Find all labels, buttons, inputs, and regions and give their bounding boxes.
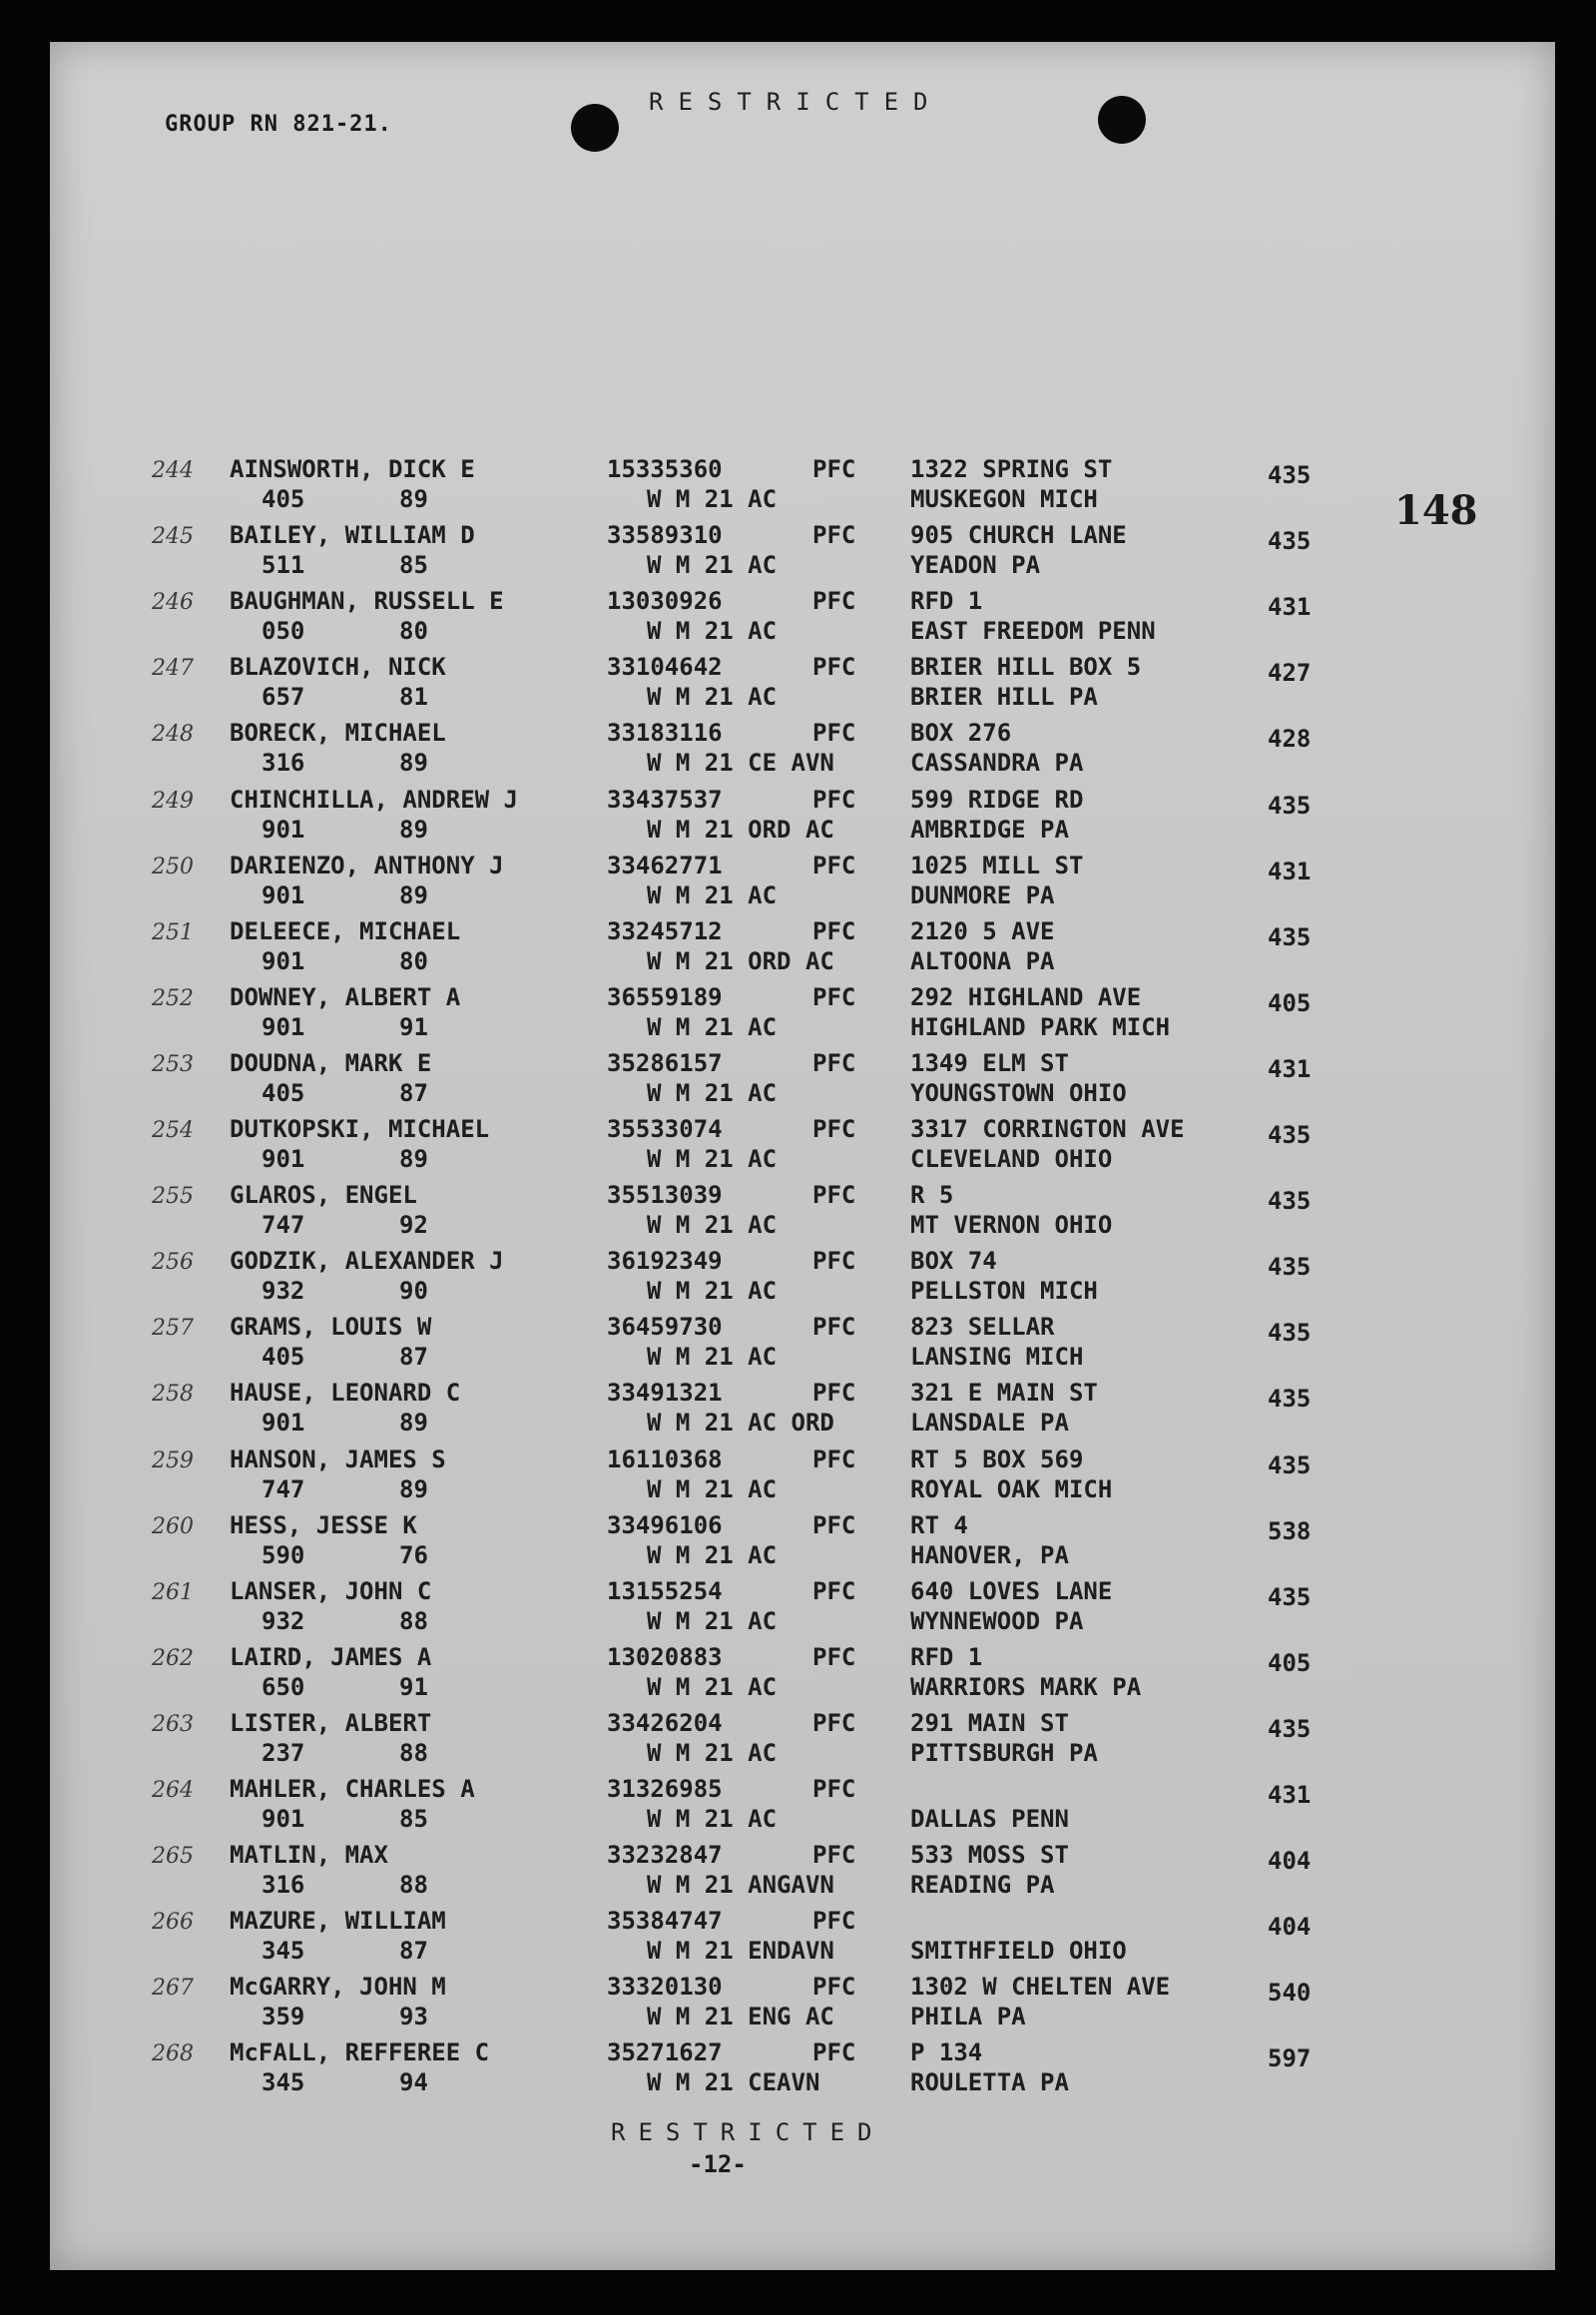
entry-address-line2: AMBRIDGE PA [910, 815, 1069, 844]
entry-name: MATLIN, MAX [230, 1841, 388, 1870]
entry-serial: 36459730 [607, 1313, 723, 1342]
entry-code-a: 405 [262, 485, 305, 513]
entry-code: 435 [1268, 1187, 1312, 1216]
entry-address-line2: WYNNEWOOD PA [910, 1606, 1084, 1635]
entry-unit: W M 21 AC [647, 683, 778, 712]
list-item [0, 2038, 1596, 2104]
entry-serial: 33104642 [607, 653, 723, 682]
entry-unit: W M 21 AC [647, 1277, 778, 1306]
entry-code-a: 345 [262, 2068, 305, 2097]
entry-code: 597 [1268, 2044, 1312, 2073]
entry-code-a: 932 [262, 1606, 305, 1635]
entry-address-line1: 1349 ELM ST [910, 1048, 1069, 1077]
entry-code: 540 [1268, 1979, 1312, 2008]
entry-address-line2: EAST FREEDOM PENN [910, 617, 1156, 646]
entry-code-b: 94 [399, 2068, 428, 2097]
sheet-number: 148 [1394, 487, 1478, 534]
entry-code: 435 [1268, 922, 1312, 951]
classification-header: RESTRICTED [649, 88, 943, 116]
entry-code: 435 [1268, 1385, 1312, 1414]
entry-code-b: 88 [399, 1606, 428, 1635]
entry-unit: W M 21 ORD AC [647, 815, 834, 844]
entry-address-line2: ROYAL OAK MICH [910, 1474, 1113, 1503]
entry-rank: PFC [812, 1907, 856, 1936]
entry-unit: W M 21 AC [647, 880, 778, 909]
entry-address-line2: CASSANDRA PA [910, 749, 1084, 778]
list-item [0, 983, 1596, 1049]
list-item [0, 1313, 1596, 1379]
entry-code-a: 650 [262, 1672, 305, 1701]
entry-code-b: 88 [399, 1871, 428, 1900]
entry-address-line2: YEADON PA [910, 551, 1041, 580]
entry-name: BAILEY, WILLIAM D [230, 521, 475, 550]
entry-address-line2: ROULETTA PA [910, 2068, 1069, 2097]
entry-serial: 35271627 [607, 2038, 723, 2067]
entry-code-b: 89 [399, 1145, 428, 1173]
entry-rank: PFC [812, 1379, 856, 1408]
entry-unit: W M 21 AC [647, 1474, 778, 1503]
entry-unit: W M 21 ENDAVN [647, 1937, 834, 1966]
entry-code-b: 76 [399, 1540, 428, 1569]
entry-address-line1: 823 SELLAR [910, 1313, 1055, 1342]
entry-code: 435 [1268, 1319, 1312, 1348]
entry-code-a: 901 [262, 880, 305, 909]
entry-address-line1: BOX 74 [910, 1247, 997, 1276]
entry-address-line2: CLEVELAND OHIO [910, 1145, 1113, 1173]
list-item [0, 1973, 1596, 2038]
entry-address-line1: BRIER HILL BOX 5 [910, 653, 1142, 682]
entry-code-a: 901 [262, 946, 305, 975]
entry-rank: PFC [812, 653, 856, 682]
entry-index: 255 [152, 1184, 194, 1210]
entry-code-a: 050 [262, 617, 305, 646]
entry-code-a: 901 [262, 1145, 305, 1173]
entry-name: DELEECE, MICHAEL [230, 916, 461, 945]
list-item [0, 1709, 1596, 1775]
entry-rank: PFC [812, 1576, 856, 1605]
entry-unit: W M 21 AC [647, 1606, 778, 1635]
entry-address-line2: PELLSTON MICH [910, 1277, 1098, 1306]
entry-code: 435 [1268, 527, 1312, 556]
entry-code-b: 90 [399, 1277, 428, 1306]
entry-unit: W M 21 CE AVN [647, 749, 834, 778]
list-item [0, 653, 1596, 719]
entry-rank: PFC [812, 1445, 856, 1473]
entry-unit: W M 21 AC [647, 1672, 778, 1701]
entry-rank: PFC [812, 1115, 856, 1143]
entry-address-line2: WARRIORS MARK PA [910, 1672, 1142, 1701]
entry-unit: W M 21 AC [647, 1343, 778, 1372]
entry-name: HAUSE, LEONARD C [230, 1379, 461, 1408]
entry-code-b: 92 [399, 1211, 428, 1240]
entry-index: 253 [152, 1051, 194, 1077]
entry-unit: W M 21 AC [647, 1078, 778, 1107]
list-item [0, 1775, 1596, 1841]
list-item [0, 455, 1596, 521]
entry-address-line1: 292 HIGHLAND AVE [910, 982, 1142, 1011]
entry-rank: PFC [812, 455, 856, 483]
list-item [0, 1577, 1596, 1643]
entry-rank: PFC [812, 785, 856, 814]
entry-code-a: 316 [262, 749, 305, 778]
entry-address-line2: DALLAS PENN [910, 1805, 1069, 1833]
entry-index: 265 [152, 1844, 194, 1870]
entry-code: 435 [1268, 1253, 1312, 1282]
list-item [0, 587, 1596, 653]
entry-serial: 33245712 [607, 916, 723, 945]
entry-name: McGARRY, JOHN M [230, 1973, 446, 2002]
entry-index: 252 [152, 985, 194, 1011]
entry-unit: W M 21 AC [647, 1805, 778, 1833]
entry-code-a: 901 [262, 1012, 305, 1041]
entry-code-a: 345 [262, 1937, 305, 1966]
entry-code-b: 87 [399, 1343, 428, 1372]
entry-address-line1: 2120 5 AVE [910, 916, 1055, 945]
entry-name: GODZIK, ALEXANDER J [230, 1247, 504, 1276]
entry-code: 404 [1268, 1847, 1312, 1876]
entry-address-line1: RFD 1 [910, 1642, 983, 1671]
entry-code-b: 80 [399, 946, 428, 975]
entry-address-line1: BOX 276 [910, 719, 1012, 748]
entry-serial: 13155254 [607, 1576, 723, 1605]
entry-address-line1: 1322 SPRING ST [910, 455, 1113, 483]
list-item [0, 1907, 1596, 1973]
entry-name: DOWNEY, ALBERT A [230, 982, 461, 1011]
classification-footer: RESTRICTED [611, 2118, 885, 2146]
entry-code: 428 [1268, 725, 1312, 754]
entry-unit: W M 21 ENG AC [647, 2003, 834, 2031]
entry-serial: 33437537 [607, 785, 723, 814]
list-item [0, 521, 1596, 587]
entry-address-line2: BRIER HILL PA [910, 683, 1098, 712]
entry-address-line1: 599 RIDGE RD [910, 785, 1084, 814]
entry-name: BLAZOVICH, NICK [230, 653, 446, 682]
entry-code-a: 405 [262, 1078, 305, 1107]
entry-serial: 33320130 [607, 1973, 723, 2002]
list-item [0, 852, 1596, 917]
list-item [0, 719, 1596, 785]
entry-index: 249 [152, 788, 194, 814]
entry-index: 264 [152, 1778, 194, 1803]
entry-address-line1: RT 5 BOX 569 [910, 1445, 1084, 1473]
entry-rank: PFC [812, 1313, 856, 1342]
list-item [0, 1049, 1596, 1115]
entry-unit: W M 21 ANGAVN [647, 1871, 834, 1900]
entry-unit: W M 21 AC [647, 1540, 778, 1569]
entry-rank: PFC [812, 1708, 856, 1737]
entry-code: 435 [1268, 791, 1312, 820]
entry-index: 257 [152, 1316, 194, 1342]
entry-name: MAHLER, CHARLES A [230, 1775, 475, 1803]
entry-serial: 35286157 [607, 1048, 723, 1077]
entry-name: DOUDNA, MARK E [230, 1048, 432, 1077]
entry-address-line1: RT 4 [910, 1510, 968, 1539]
entry-code: 404 [1268, 1913, 1312, 1942]
entry-unit: W M 21 AC [647, 617, 778, 646]
entry-address-line2: SMITHFIELD OHIO [910, 1937, 1127, 1966]
entry-index: 263 [152, 1711, 194, 1737]
entry-code: 435 [1268, 1121, 1312, 1149]
entry-address-line1: 1025 MILL ST [910, 851, 1084, 879]
entry-code: 431 [1268, 1781, 1312, 1809]
entry-serial: 36559189 [607, 982, 723, 1011]
entry-unit: W M 21 AC [647, 1211, 778, 1240]
entry-name: GRAMS, LOUIS W [230, 1313, 432, 1342]
entry-code-a: 747 [262, 1211, 305, 1240]
entry-code-b: 89 [399, 1409, 428, 1438]
entry-index: 259 [152, 1447, 194, 1473]
entry-rank: PFC [812, 1048, 856, 1077]
entry-serial: 33462771 [607, 851, 723, 879]
list-item [0, 786, 1596, 852]
entry-unit: W M 21 AC [647, 1738, 778, 1767]
list-item [0, 1643, 1596, 1709]
entry-rank: PFC [812, 916, 856, 945]
entry-rank: PFC [812, 982, 856, 1011]
entry-name: LANSER, JOHN C [230, 1576, 432, 1605]
entry-serial: 15335360 [607, 455, 723, 483]
entry-code-a: 747 [262, 1474, 305, 1503]
entry-code: 435 [1268, 1450, 1312, 1479]
entry-code-b: 93 [399, 2003, 428, 2031]
entry-address-line2: LANSDALE PA [910, 1409, 1069, 1438]
entry-name: AINSWORTH, DICK E [230, 455, 475, 483]
entry-code-a: 511 [262, 551, 305, 580]
entry-rank: PFC [812, 1841, 856, 1870]
entry-name: HANSON, JAMES S [230, 1445, 446, 1473]
entry-code: 431 [1268, 857, 1312, 885]
entry-index: 267 [152, 1976, 194, 2002]
entry-index: 262 [152, 1645, 194, 1671]
entry-address-line1: 640 LOVES LANE [910, 1576, 1113, 1605]
entry-address-line2: YOUNGSTOWN OHIO [910, 1078, 1127, 1107]
entry-unit: W M 21 AC [647, 551, 778, 580]
entry-address-line2: HIGHLAND PARK MICH [910, 1012, 1171, 1041]
entry-address-line1: RFD 1 [910, 587, 983, 616]
entry-code-a: 657 [262, 683, 305, 712]
entry-name: DUTKOPSKI, MICHAEL [230, 1115, 490, 1143]
list-item [0, 1247, 1596, 1313]
entry-address-line2: PITTSBURGH PA [910, 1738, 1098, 1767]
entry-rank: PFC [812, 1510, 856, 1539]
entry-code-b: 87 [399, 1078, 428, 1107]
entry-code-a: 359 [262, 2003, 305, 2031]
entry-index: 268 [152, 2041, 194, 2067]
entry-serial: 31326985 [607, 1775, 723, 1803]
entry-unit: W M 21 ORD AC [647, 946, 834, 975]
entry-unit: W M 21 CEAVN [647, 2068, 820, 2097]
entry-code-a: 901 [262, 815, 305, 844]
entry-name: BAUGHMAN, RUSSELL E [230, 587, 504, 616]
entry-code-b: 91 [399, 1672, 428, 1701]
entry-index: 244 [152, 458, 194, 483]
entry-serial: 33589310 [607, 521, 723, 550]
entry-index: 266 [152, 1910, 194, 1936]
entry-index: 248 [152, 722, 194, 748]
entry-serial: 33183116 [607, 719, 723, 748]
entry-rank: PFC [812, 1775, 856, 1803]
entry-code-b: 88 [399, 1738, 428, 1767]
list-item [0, 1181, 1596, 1247]
entry-serial: 35384747 [607, 1907, 723, 1936]
entry-code-b: 91 [399, 1012, 428, 1041]
entry-address-line1: 1302 W CHELTEN AVE [910, 1973, 1171, 2002]
entry-rank: PFC [812, 1642, 856, 1671]
entry-address-line2: MUSKEGON MICH [910, 485, 1098, 513]
entry-address-line1: 905 CHURCH LANE [910, 521, 1127, 550]
entry-unit: W M 21 AC [647, 1145, 778, 1173]
entry-code: 435 [1268, 1714, 1312, 1743]
entry-serial: 13030926 [607, 587, 723, 616]
entry-serial: 35533074 [607, 1115, 723, 1143]
entry-name: BORECK, MICHAEL [230, 719, 446, 748]
entry-index: 250 [152, 854, 194, 879]
entry-index: 246 [152, 590, 194, 616]
entry-name: MAZURE, WILLIAM [230, 1907, 446, 1936]
entry-serial: 33491321 [607, 1379, 723, 1408]
entry-code-a: 932 [262, 1277, 305, 1306]
list-item [0, 1446, 1596, 1511]
entry-rank: PFC [812, 521, 856, 550]
entry-name: LISTER, ALBERT [230, 1708, 432, 1737]
entry-address-line1: P 134 [910, 2038, 983, 2067]
entry-index: 247 [152, 656, 194, 682]
entry-rank: PFC [812, 1247, 856, 1276]
entry-name: HESS, JESSE K [230, 1510, 417, 1539]
list-item [0, 1379, 1596, 1445]
entry-index: 261 [152, 1579, 194, 1605]
entry-code-b: 89 [399, 485, 428, 513]
entry-index: 256 [152, 1250, 194, 1276]
entry-code-a: 405 [262, 1343, 305, 1372]
entry-unit: W M 21 AC ORD [647, 1409, 834, 1438]
entry-address-line2: ALTOONA PA [910, 946, 1055, 975]
entry-serial: 16110368 [607, 1445, 723, 1473]
entry-name: LAIRD, JAMES A [230, 1642, 432, 1671]
entry-rank: PFC [812, 851, 856, 879]
entry-address-line1: 3317 CORRINGTON AVE [910, 1115, 1185, 1143]
list-item [0, 917, 1596, 983]
list-item [0, 1511, 1596, 1577]
entry-rank: PFC [812, 1181, 856, 1210]
entry-code: 427 [1268, 659, 1312, 688]
entry-index: 254 [152, 1118, 194, 1143]
entry-code-b: 87 [399, 1937, 428, 1966]
entry-address-line1: 291 MAIN ST [910, 1708, 1069, 1737]
entry-serial: 36192349 [607, 1247, 723, 1276]
entry-code-b: 80 [399, 617, 428, 646]
entry-unit: W M 21 AC [647, 485, 778, 513]
entry-code-a: 237 [262, 1738, 305, 1767]
entry-serial: 33426204 [607, 1708, 723, 1737]
entry-code-a: 901 [262, 1409, 305, 1438]
entry-serial: 13020883 [607, 1642, 723, 1671]
list-item [0, 1841, 1596, 1907]
entry-code-b: 89 [399, 749, 428, 778]
entry-address-line2: PHILA PA [910, 2003, 1026, 2031]
entry-name: McFALL, REFFEREE C [230, 2038, 490, 2067]
entry-rank: PFC [812, 587, 856, 616]
entry-address-line2: MT VERNON OHIO [910, 1211, 1113, 1240]
entry-index: 260 [152, 1513, 194, 1539]
entry-name: CHINCHILLA, ANDREW J [230, 785, 518, 814]
entry-rank: PFC [812, 1973, 856, 2002]
entry-code-b: 81 [399, 683, 428, 712]
entry-name: DARIENZO, ANTHONY J [230, 851, 504, 879]
entry-code-a: 590 [262, 1540, 305, 1569]
entry-code: 431 [1268, 593, 1312, 622]
entry-rank: PFC [812, 2038, 856, 2067]
entry-index: 258 [152, 1382, 194, 1408]
entry-code: 405 [1268, 1648, 1312, 1677]
entry-code: 435 [1268, 461, 1312, 489]
entry-code-b: 89 [399, 1474, 428, 1503]
entry-code-a: 901 [262, 1805, 305, 1833]
page-number: -12- [689, 2150, 747, 2178]
entry-address-line2: READING PA [910, 1871, 1055, 1900]
entry-code-b: 89 [399, 815, 428, 844]
entry-unit: W M 21 AC [647, 1012, 778, 1041]
entry-code: 538 [1268, 1516, 1312, 1545]
entry-code-b: 85 [399, 1805, 428, 1833]
entry-address-line2: LANSING MICH [910, 1343, 1084, 1372]
entry-name: GLAROS, ENGEL [230, 1181, 417, 1210]
list-item [0, 1115, 1596, 1181]
entry-address-line1: 533 MOSS ST [910, 1841, 1069, 1870]
entry-serial: 33496106 [607, 1510, 723, 1539]
entry-code-a: 316 [262, 1871, 305, 1900]
entry-serial: 35513039 [607, 1181, 723, 1210]
entry-code-b: 85 [399, 551, 428, 580]
entry-code: 431 [1268, 1054, 1312, 1083]
entry-serial: 33232847 [607, 1841, 723, 1870]
entry-code-b: 89 [399, 880, 428, 909]
entry-index: 251 [152, 919, 194, 945]
entry-address-line2: HANOVER, PA [910, 1540, 1069, 1569]
entry-address-line2: DUNMORE PA [910, 880, 1055, 909]
entry-rank: PFC [812, 719, 856, 748]
entry-address-line1: 321 E MAIN ST [910, 1379, 1098, 1408]
entry-code: 405 [1268, 988, 1312, 1017]
entry-address-line1: R 5 [910, 1181, 954, 1210]
entry-code: 435 [1268, 1582, 1312, 1611]
group-label: GROUP RN 821-21. [165, 112, 392, 137]
entry-index: 245 [152, 524, 194, 550]
